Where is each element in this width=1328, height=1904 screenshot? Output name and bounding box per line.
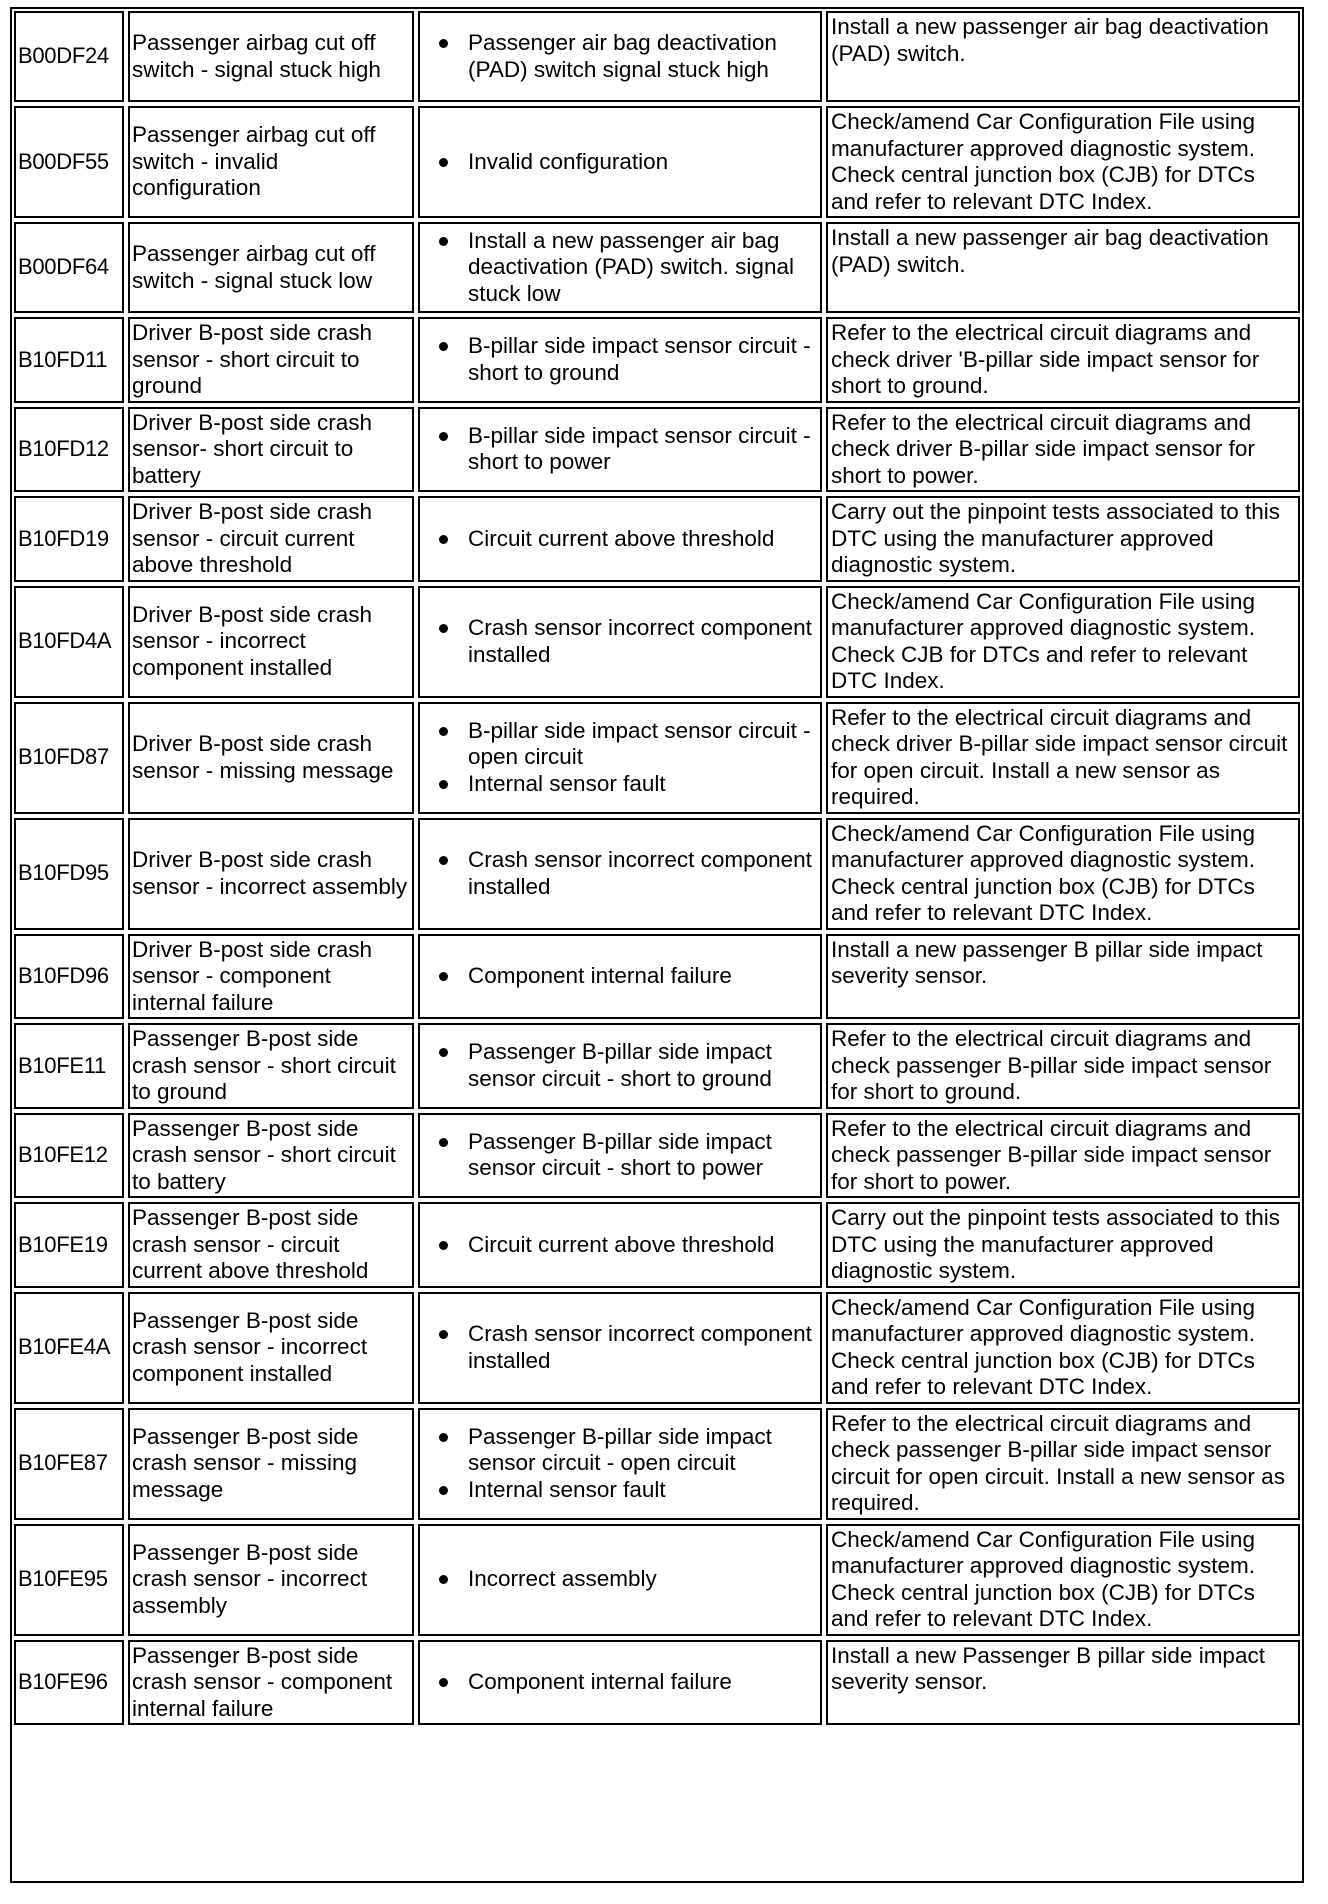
dtc-description: Driver B-post side crash sensor- short circuit to battery <box>128 407 414 493</box>
cause-list <box>468 847 814 900</box>
recommended-action: Check/amend Car Configuration File using manufacturer approved diagnostic system. Check central junction box (CJB) for DTCs and refer to relevant DTC Index. <box>826 1524 1300 1636</box>
cause-item: Passenger B-pillar side impact sensor circuit - short to power <box>468 1129 814 1182</box>
dtc-code: B10FD96 <box>14 934 124 1020</box>
dtc-table <box>10 7 1304 1729</box>
dtc-code: B10FE19 <box>14 1202 124 1288</box>
cause-item: B-pillar side impact sensor circuit - short to ground <box>468 333 814 386</box>
possible-causes <box>418 106 822 218</box>
cause-item: Circuit current above threshold <box>468 1232 814 1259</box>
dtc-description: Passenger airbag cut off switch - signal stuck low <box>128 222 414 313</box>
dtc-description: Passenger B-post side crash sensor - component internal failure <box>128 1640 414 1726</box>
cause-list <box>468 1129 814 1182</box>
dtc-description: Passenger airbag cut off switch - invalid configuration <box>128 106 414 218</box>
dtc-code: B10FE4A <box>14 1292 124 1404</box>
cause-item: Component internal failure <box>468 1669 814 1696</box>
dtc-code: B00DF24 <box>14 11 124 102</box>
recommended-action: Refer to the electrical circuit diagrams and check passenger B-pillar side impact sensor for short to power. <box>826 1113 1300 1199</box>
cause-list <box>468 963 814 990</box>
cause-list <box>468 333 814 386</box>
recommended-action: Check/amend Car Configuration File using manufacturer approved diagnostic system. Check central junction box (CJB) for DTCs and refer to relevant DTC Index. <box>826 1292 1300 1404</box>
dtc-description: Passenger B-post side crash sensor - short circuit to ground <box>128 1023 414 1109</box>
cause-item: Passenger air bag deactivation (PAD) switch signal stuck high <box>468 30 814 83</box>
cause-item: Crash sensor incorrect component installed <box>468 1321 814 1374</box>
dtc-description: Driver B-post side crash sensor - incorrect assembly <box>128 818 414 930</box>
dtc-description: Driver B-post side crash sensor - short circuit to ground <box>128 317 414 403</box>
dtc-description: Driver B-post side crash sensor - component internal failure <box>128 934 414 1020</box>
possible-causes <box>418 934 822 1020</box>
recommended-action: Install a new passenger B pillar side impact severity sensor. <box>826 934 1300 1020</box>
dtc-description: Passenger B-post side crash sensor - short circuit to battery <box>128 1113 414 1199</box>
table-row <box>14 496 1300 582</box>
table-row <box>14 222 1300 313</box>
table-row <box>14 818 1300 930</box>
cause-item: Circuit current above threshold <box>468 526 814 553</box>
cause-item: Invalid configuration <box>468 149 814 176</box>
recommended-action: Carry out the pinpoint tests associated to this DTC using the manufacturer approved diagnostic system. <box>826 1202 1300 1288</box>
cause-item: B-pillar side impact sensor circuit - open circuit <box>468 718 814 771</box>
recommended-action: Check/amend Car Configuration File using manufacturer approved diagnostic system. Check central junction box (CJB) for DTCs and refer to relevant DTC Index. <box>826 818 1300 930</box>
dtc-code: B10FD4A <box>14 586 124 698</box>
recommended-action: Install a new passenger air bag deactivation (PAD) switch. <box>826 11 1300 102</box>
table-row <box>14 702 1300 814</box>
table-row <box>14 1524 1300 1636</box>
cause-list <box>468 228 814 308</box>
table-row <box>14 1113 1300 1199</box>
dtc-description: Driver B-post side crash sensor - missing message <box>128 702 414 814</box>
cause-list <box>468 30 814 83</box>
cause-item: Internal sensor fault <box>468 1477 814 1504</box>
cause-item: Internal sensor fault <box>468 771 814 798</box>
dtc-code: B10FD12 <box>14 407 124 493</box>
cause-item: Crash sensor incorrect component installed <box>468 847 814 900</box>
table-row <box>14 1023 1300 1109</box>
table-row <box>14 407 1300 493</box>
cause-list <box>468 718 814 798</box>
dtc-description: Passenger B-post side crash sensor - missing message <box>128 1408 414 1520</box>
possible-causes <box>418 1023 822 1109</box>
recommended-action: Check/amend Car Configuration File using manufacturer approved diagnostic system. Check central junction box (CJB) for DTCs and refer to relevant DTC Index. <box>826 106 1300 218</box>
recommended-action: Refer to the electrical circuit diagrams and check driver 'B-pillar side impact sensor for short to ground. <box>826 317 1300 403</box>
dtc-code: B10FE95 <box>14 1524 124 1636</box>
table-row <box>14 1408 1300 1520</box>
dtc-code: B10FE96 <box>14 1640 124 1726</box>
cause-list <box>468 1669 814 1696</box>
cause-list <box>468 615 814 668</box>
recommended-action: Install a new passenger air bag deactivation (PAD) switch. <box>826 222 1300 313</box>
table-row <box>14 1292 1300 1404</box>
possible-causes <box>418 1640 822 1726</box>
possible-causes <box>418 317 822 403</box>
cause-item: Component internal failure <box>468 963 814 990</box>
dtc-code: B00DF64 <box>14 222 124 313</box>
dtc-description: Driver B-post side crash sensor - incorrect component installed <box>128 586 414 698</box>
possible-causes <box>418 818 822 930</box>
possible-causes <box>418 222 822 313</box>
cause-item: Crash sensor incorrect component installed <box>468 615 814 668</box>
possible-causes <box>418 702 822 814</box>
dtc-code: B00DF55 <box>14 106 124 218</box>
cause-list <box>468 1321 814 1374</box>
dtc-code: B10FE11 <box>14 1023 124 1109</box>
possible-causes <box>418 1524 822 1636</box>
cause-list <box>468 1232 814 1259</box>
possible-causes <box>418 586 822 698</box>
possible-causes <box>418 1113 822 1199</box>
dtc-description: Passenger B-post side crash sensor - circuit current above threshold <box>128 1202 414 1288</box>
recommended-action: Install a new Passenger B pillar side impact severity sensor. <box>826 1640 1300 1726</box>
dtc-code: B10FE12 <box>14 1113 124 1199</box>
cause-item: B-pillar side impact sensor circuit - short to power <box>468 423 814 476</box>
possible-causes <box>418 1292 822 1404</box>
table-row <box>14 11 1300 102</box>
possible-causes <box>418 1202 822 1288</box>
cause-item: Passenger B-pillar side impact sensor circuit - open circuit <box>468 1424 814 1477</box>
cause-item: Incorrect assembly <box>468 1566 814 1593</box>
dtc-description: Passenger B-post side crash sensor - incorrect assembly <box>128 1524 414 1636</box>
table-row <box>14 934 1300 1020</box>
dtc-description: Driver B-post side crash sensor - circuit current above threshold <box>128 496 414 582</box>
cause-item: Install a new passenger air bag deactivation (PAD) switch. signal stuck low <box>468 228 814 308</box>
possible-causes <box>418 496 822 582</box>
dtc-code: B10FD95 <box>14 818 124 930</box>
possible-causes <box>418 1408 822 1520</box>
table-row <box>14 317 1300 403</box>
recommended-action: Refer to the electrical circuit diagrams and check passenger B-pillar side impact sensor for short to ground. <box>826 1023 1300 1109</box>
cause-list <box>468 526 814 553</box>
recommended-action: Check/amend Car Configuration File using manufacturer approved diagnostic system. Check CJB for DTCs and refer to relevant DTC Index. <box>826 586 1300 698</box>
table-row <box>14 106 1300 218</box>
cause-item: Passenger B-pillar side impact sensor circuit - short to ground <box>468 1039 814 1092</box>
recommended-action: Refer to the electrical circuit diagrams and check driver B-pillar side impact sensor for short to power. <box>826 407 1300 493</box>
cause-list <box>468 1566 814 1593</box>
cause-list <box>468 149 814 176</box>
dtc-code: B10FD11 <box>14 317 124 403</box>
recommended-action: Carry out the pinpoint tests associated to this DTC using the manufacturer approved diagnostic system. <box>826 496 1300 582</box>
dtc-description: Passenger B-post side crash sensor - incorrect component installed <box>128 1292 414 1404</box>
dtc-description: Passenger airbag cut off switch - signal stuck high <box>128 11 414 102</box>
possible-causes <box>418 11 822 102</box>
cause-list <box>468 1039 814 1092</box>
dtc-table-frame <box>10 7 1304 1883</box>
table-row <box>14 586 1300 698</box>
dtc-code: B10FD87 <box>14 702 124 814</box>
cause-list <box>468 423 814 476</box>
table-row <box>14 1640 1300 1726</box>
recommended-action: Refer to the electrical circuit diagrams and check passenger B-pillar side impact sensor circuit for open circuit. Install a new sensor as required. <box>826 1408 1300 1520</box>
recommended-action: Refer to the electrical circuit diagrams and check driver B-pillar side impact sensor circuit for open circuit. Install a new sensor as required. <box>826 702 1300 814</box>
dtc-code: B10FE87 <box>14 1408 124 1520</box>
cause-list <box>468 1424 814 1504</box>
dtc-code: B10FD19 <box>14 496 124 582</box>
possible-causes <box>418 407 822 493</box>
table-row <box>14 1202 1300 1288</box>
